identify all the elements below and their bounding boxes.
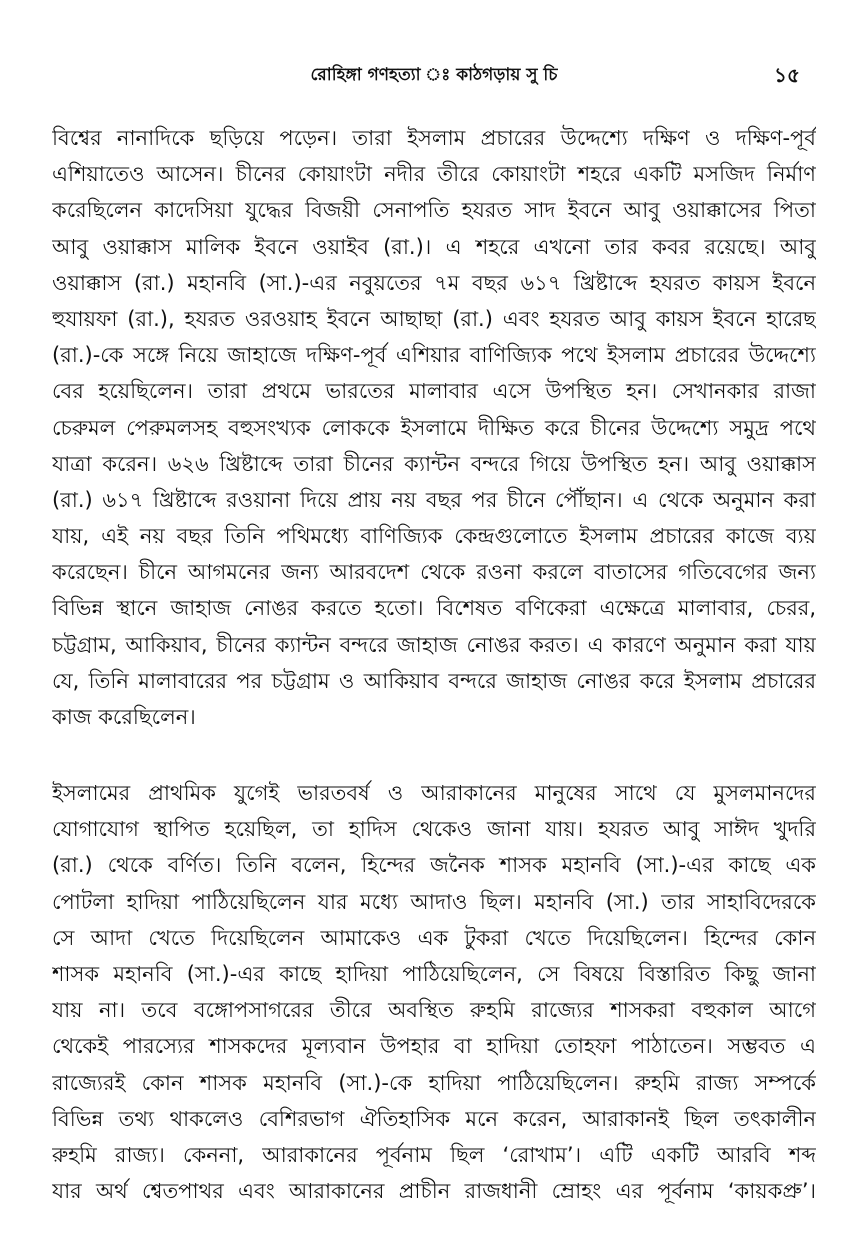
running-title: রোহিঙ্গা গণহত্যা ঃ কাঠগড়ায় সু চি: [310, 65, 558, 85]
text-line: পোটলা হাদিয়া পাঠিয়েছিলেন যার মধ্যে আদাও ছিল। মহানবি (সা.) তার সাহাবিদেরকে: [52, 889, 816, 914]
text-line: যায়, এই নয় বছর তিনি পথিমধ্যে বাণিজ্যিক কেন্দ্রগুলোতে ইসলাম প্রচারের কাজে ব্যয়: [52, 524, 816, 549]
page-number: ১৫: [774, 63, 800, 87]
text-line: (রা.) ৬১৭ খ্রিষ্টাব্দে রওয়ানা দিয়ে প্রায় নয় বছর পর চীনে পৌঁছান। এ থেকে অনুমান করা: [52, 487, 816, 512]
text-line: ইসলামের প্রাথমিক যুগেই ভারতবর্ষ ও আরাকানের মানুষের সাথে যে মুসলমানদের: [52, 781, 816, 805]
text-line: বের হয়েছিলেন। তারা প্রথমে ভারতের মালাবার এসে উপস্থিত হন। সেখানকার রাজা: [52, 379, 816, 404]
text-line: যার অর্থ শ্বেতপাথর এবং আরাকানের প্রাচীন রাজধানী ম্রোহং এর পূর্বনাম ‘কায়কপ্রু’।: [52, 1179, 816, 1204]
text-line: করেছিলেন কাদেসিয়া যুদ্ধের বিজয়ী সেনাপতি হযরত সাদ ইবনে আবু ওয়াক্কাসের পিতা: [52, 198, 816, 223]
running-header: [60, 60, 808, 90]
text-line: থেকেই পারস্যের শাসকদের মূল্যবান উপহার বা হাদিয়া তোহফা পাঠাতেন। সম্ভবত এ: [52, 1034, 816, 1059]
text-line: বিভিন্ন স্থানে জাহাজ নোঙর করতে হতো। বিশেষত বণিকেরা এক্ষেত্রে মালাবার, চেরর,: [52, 596, 816, 621]
text-line: এশিয়াতেও আসেন। চীনের কোয়াংটা নদীর তীরে কোয়াংটা শহরে একটি মসজিদ নির্মাণ: [52, 162, 816, 187]
text-line: হুযায়ফা (রা.), হযরত ওরওয়াহ ইবনে আছাছা (রা.) এবং হযরত আবু কায়স ইবনে হারেছ: [52, 306, 816, 331]
text-line: চট্টগ্রাম, আকিয়াব, চীনের ক্যান্টন বন্দরে জাহাজ নোঙর করত। এ কারণে অনুমান করা যায়: [52, 632, 816, 657]
text-line: রুহমি রাজ্য। কেননা, আরাকানের পূর্বনাম ছিল ‘রোখাম’। এটি একটি আরবি শব্দ: [52, 1142, 816, 1167]
text-line: যাত্রা করেন। ৬২৬ খ্রিষ্টাব্দে তারা চীনের ক্যান্টন বন্দরে গিয়ে উপস্থিত হন। আবু ওয়াক্কাস: [52, 451, 816, 476]
text-line: যোগাযোগ স্থাপিত হয়েছিল, তা হাদিস থেকেও জানা যায়। হযরত আবু সাঈদ খুদরি: [52, 817, 816, 842]
text-line: আবু ওয়াক্কাস মালিক ইবনে ওয়াইব (রা.)। এ শহরে এখনো তার কবর রয়েছে। আবু: [52, 234, 816, 259]
text-line: ওয়াক্কাস (রা.) মহানবি (সা.)-এর নবুয়তের ৭ম বছর ৬১৭ খ্রিষ্টাব্দে হযরত কায়স ইবনে: [52, 270, 816, 295]
text-line: চেরুমল পেরুমলসহ বহুসংখ্যক লোককে ইসলামে দীক্ষিত করে চীনের উদ্দেশ্যে সমুদ্র পথে: [52, 415, 816, 440]
text-line: বিভিন্ন তথ্য থাকলেও বেশিরভাগ ঐতিহাসিক মনে করেন, আরাকানই ছিল তৎকালীন: [52, 1106, 816, 1131]
text-line: বিশ্বের নানাদিকে ছড়িয়ে পড়েন। তারা ইসলাম প্রচারের উদ্দেশ্যে দক্ষিণ ও দক্ষিণ-পূর্ব: [52, 126, 816, 150]
text-line: যায় না। তবে বঙ্গোপসাগরের তীরে অবস্থিত রুহমি রাজ্যের শাসকরা বহুকাল আগে: [52, 998, 816, 1023]
text-line: সে আদা খেতে দিয়েছিলেন আমাকেও এক টুকরা খেতে দিয়েছিলেন। হিন্দের কোন: [52, 925, 816, 950]
text-line: যে, তিনি মালাবারের পর চট্টগ্রাম ও আকিয়াব বন্দরে জাহাজ নোঙর করে ইসলাম প্রচারের: [52, 668, 816, 693]
paragraph-1: [52, 120, 816, 735]
text-line: করেছেন। চীনে আগমনের জন্য আরবদেশ থেকে রওনা করলে বাতাসের গতিবেগের জন্য: [52, 560, 816, 585]
text-line: কাজ করেছিলেন।: [52, 705, 196, 729]
paragraph-2: [52, 775, 816, 1209]
text-line: (রা.)-কে সঙ্গে নিয়ে জাহাজে দক্ষিণ-পূর্ব এশিয়ার বাণিজ্যিক পথে ইসলাম প্রচারের উদ্দেশ্যে: [52, 343, 816, 368]
text-line: রাজ্যেরই কোন শাসক মহানবি (সা.)-কে হাদিয়া পাঠিয়েছিলেন। রুহমি রাজ্য সম্পর্কে: [52, 1070, 816, 1095]
text-line: শাসক মহানবি (সা.)-এর কাছে হাদিয়া পাঠিয়েছিলেন, সে বিষয়ে বিস্তারিত কিছু জানা: [52, 961, 816, 986]
text-line: (রা.) থেকে বর্ণিত। তিনি বলেন, হিন্দের জনৈক শাসক মহানবি (সা.)-এর কাছে এক: [52, 853, 816, 878]
